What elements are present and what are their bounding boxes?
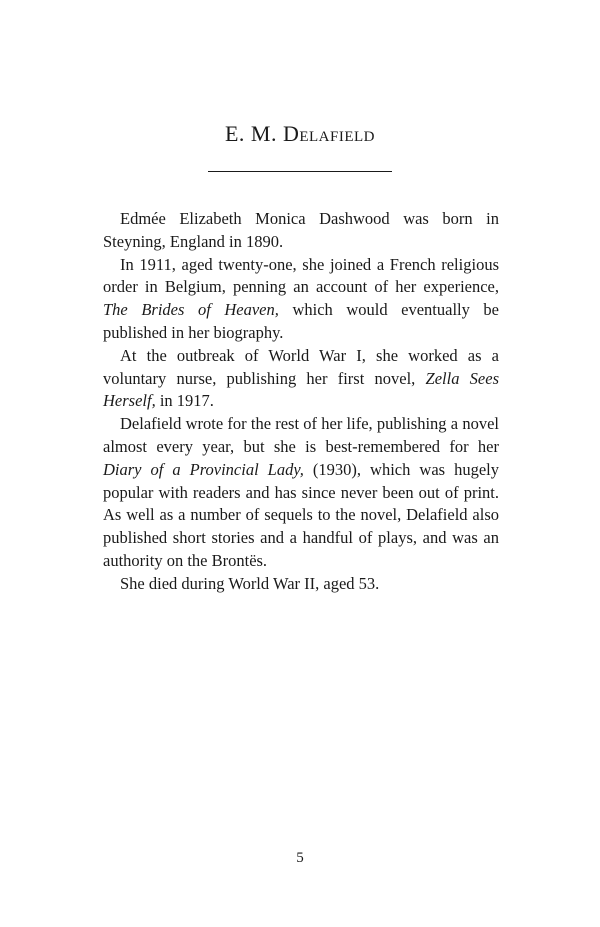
book-title: Zella Sees Herself, — [103, 368, 499, 411]
biography-text — [103, 208, 499, 596]
text-run: (1930), which was hugely popular with readers and has since never been out of print. As well as a number of sequels to the novel, Delafield also published short stories and a handful of plays, and was an authority on the Brontës. — [103, 459, 499, 570]
page-number: 5 — [296, 850, 304, 866]
text-run: in 1917. — [155, 391, 214, 411]
text-run: which would eventually be published in her biography. — [103, 300, 499, 342]
paragraph — [103, 254, 499, 345]
chapter-title: E. M. Delafield — [224, 121, 376, 146]
text-run: Edmée Elizabeth Monica Dashwood was born in Steyning, England in 1890. — [103, 209, 499, 251]
text-run: Delafield wrote for the rest of her life, publishing a novel almost every year, but she is best-remembered for her — [103, 414, 499, 456]
text-run: In 1911, aged twenty-one, she joined a French religious order in Belgium, penning an account of her experience, — [103, 254, 499, 297]
paragraph — [103, 208, 499, 254]
book-title: Diary of a Provincial Lady, — [103, 459, 304, 479]
text-run: At the outbreak of World War I, she worked as a voluntary nurse, publishing her first novel, — [103, 345, 499, 388]
paragraph — [103, 345, 499, 413]
book-title: The Brides of Heaven, — [103, 300, 279, 320]
text-run: She died during World War II, aged 53. — [120, 573, 380, 593]
paragraph — [103, 413, 499, 573]
paragraph — [103, 573, 499, 596]
title-rule — [208, 171, 392, 172]
